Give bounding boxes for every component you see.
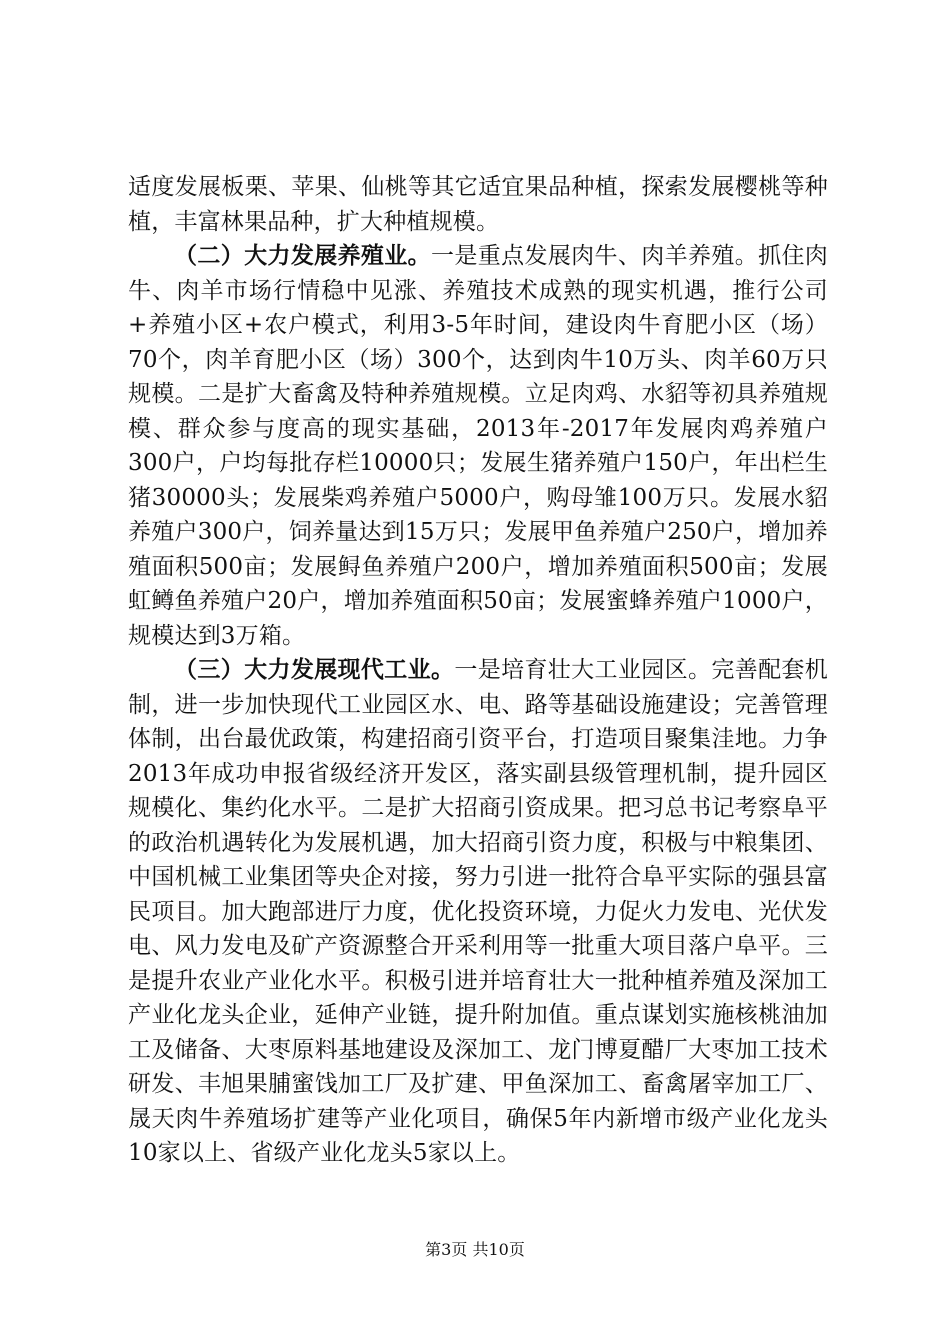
paragraph-text: 一是重点发展肉牛、肉羊养殖。抓住肉牛、肉羊市场行情稳中见涨、养殖技术成熟的现实机遇，推行公司+养殖小区+农户模式，利用3-5年时间，建设肉牛育肥小区（场）70个，肉羊育肥小区（场）300个，达到肉牛10万头、肉羊60万只规模。二是扩大畜禽及特种养殖规模。立足肉鸡、水貂等初具养殖规模、群众参与度高的现实基础，2013年-2017年发展肉鸡养殖户300户，户均每批存栏10000只；发展生猪养殖户150户，年出栏生猪30000头；发展柴鸡养殖户5000户，购母雏100万只。发展水貂养殖户300户，饲养量达到15万只；发展甲鱼养殖户250户，增加养殖面积500亩；发展鲟鱼养殖户200户，增加养殖面积500亩；发展虹鳟鱼养殖户20户，增加养殖面积50亩；发展蜜蜂养殖户1000户，规模达到3万箱。: [128, 243, 829, 649]
paragraph-fruit-planting: [128, 170, 828, 239]
page-total: 共10页: [472, 1240, 525, 1259]
paragraph-text: 适度发展板栗、苹果、仙桃等其它适宜果品种植，探索发展樱桃等种植，丰富林果品种，扩大种植规模。: [128, 174, 828, 235]
page-number: 第3页: [425, 1240, 468, 1259]
paragraph-text: 一是培育壮大工业园区。完善配套机制，进一步加快现代工业园区水、电、路等基础设施建设；完善管理体制，出台最优政策，构建招商引资平台，打造项目聚集洼地。力争2013年成功申报省级经济开发区，落实副县级管理机制，提升园区规模化、集约化水平。二是扩大招商引资成果。把习总书记考察阜平的政治机遇转化为发展机遇，加大招商引资力度，积极与中粮集团、中国机械工业集团等央企对接，努力引进一批符合阜平实际的强县富民项目。加大跑部进厅力度，优化投资环境，力促火力发电、光伏发电、风力发电及矿产资源整合开采利用等一批重大项目落户阜平。三是提升农业产业化水平。积极引进并培育壮大一批种植养殖及深加工产业化龙头企业，延伸产业链，提升附加值。重点谋划实施核桃油加工及储备、大枣原料基地建设及深加工、龙门博夏醋厂大枣加工技术研发、丰旭果脯蜜饯加工厂及扩建、甲鱼深加工、畜禽屠宰加工厂、晟天肉牛养殖场扩建等产业化项目，确保5年内新增市级产业化龙头10家以上、省级产业化龙头5家以上。: [128, 657, 828, 1166]
paragraph-industry: [128, 653, 828, 1171]
section-heading-industry: （三）大力发展现代工业。: [174, 656, 455, 683]
page-footer: [0, 1240, 950, 1260]
document-body: [128, 170, 828, 1171]
paragraph-breeding: [128, 239, 828, 653]
section-heading-breeding: （二）大力发展养殖业。: [174, 242, 431, 269]
